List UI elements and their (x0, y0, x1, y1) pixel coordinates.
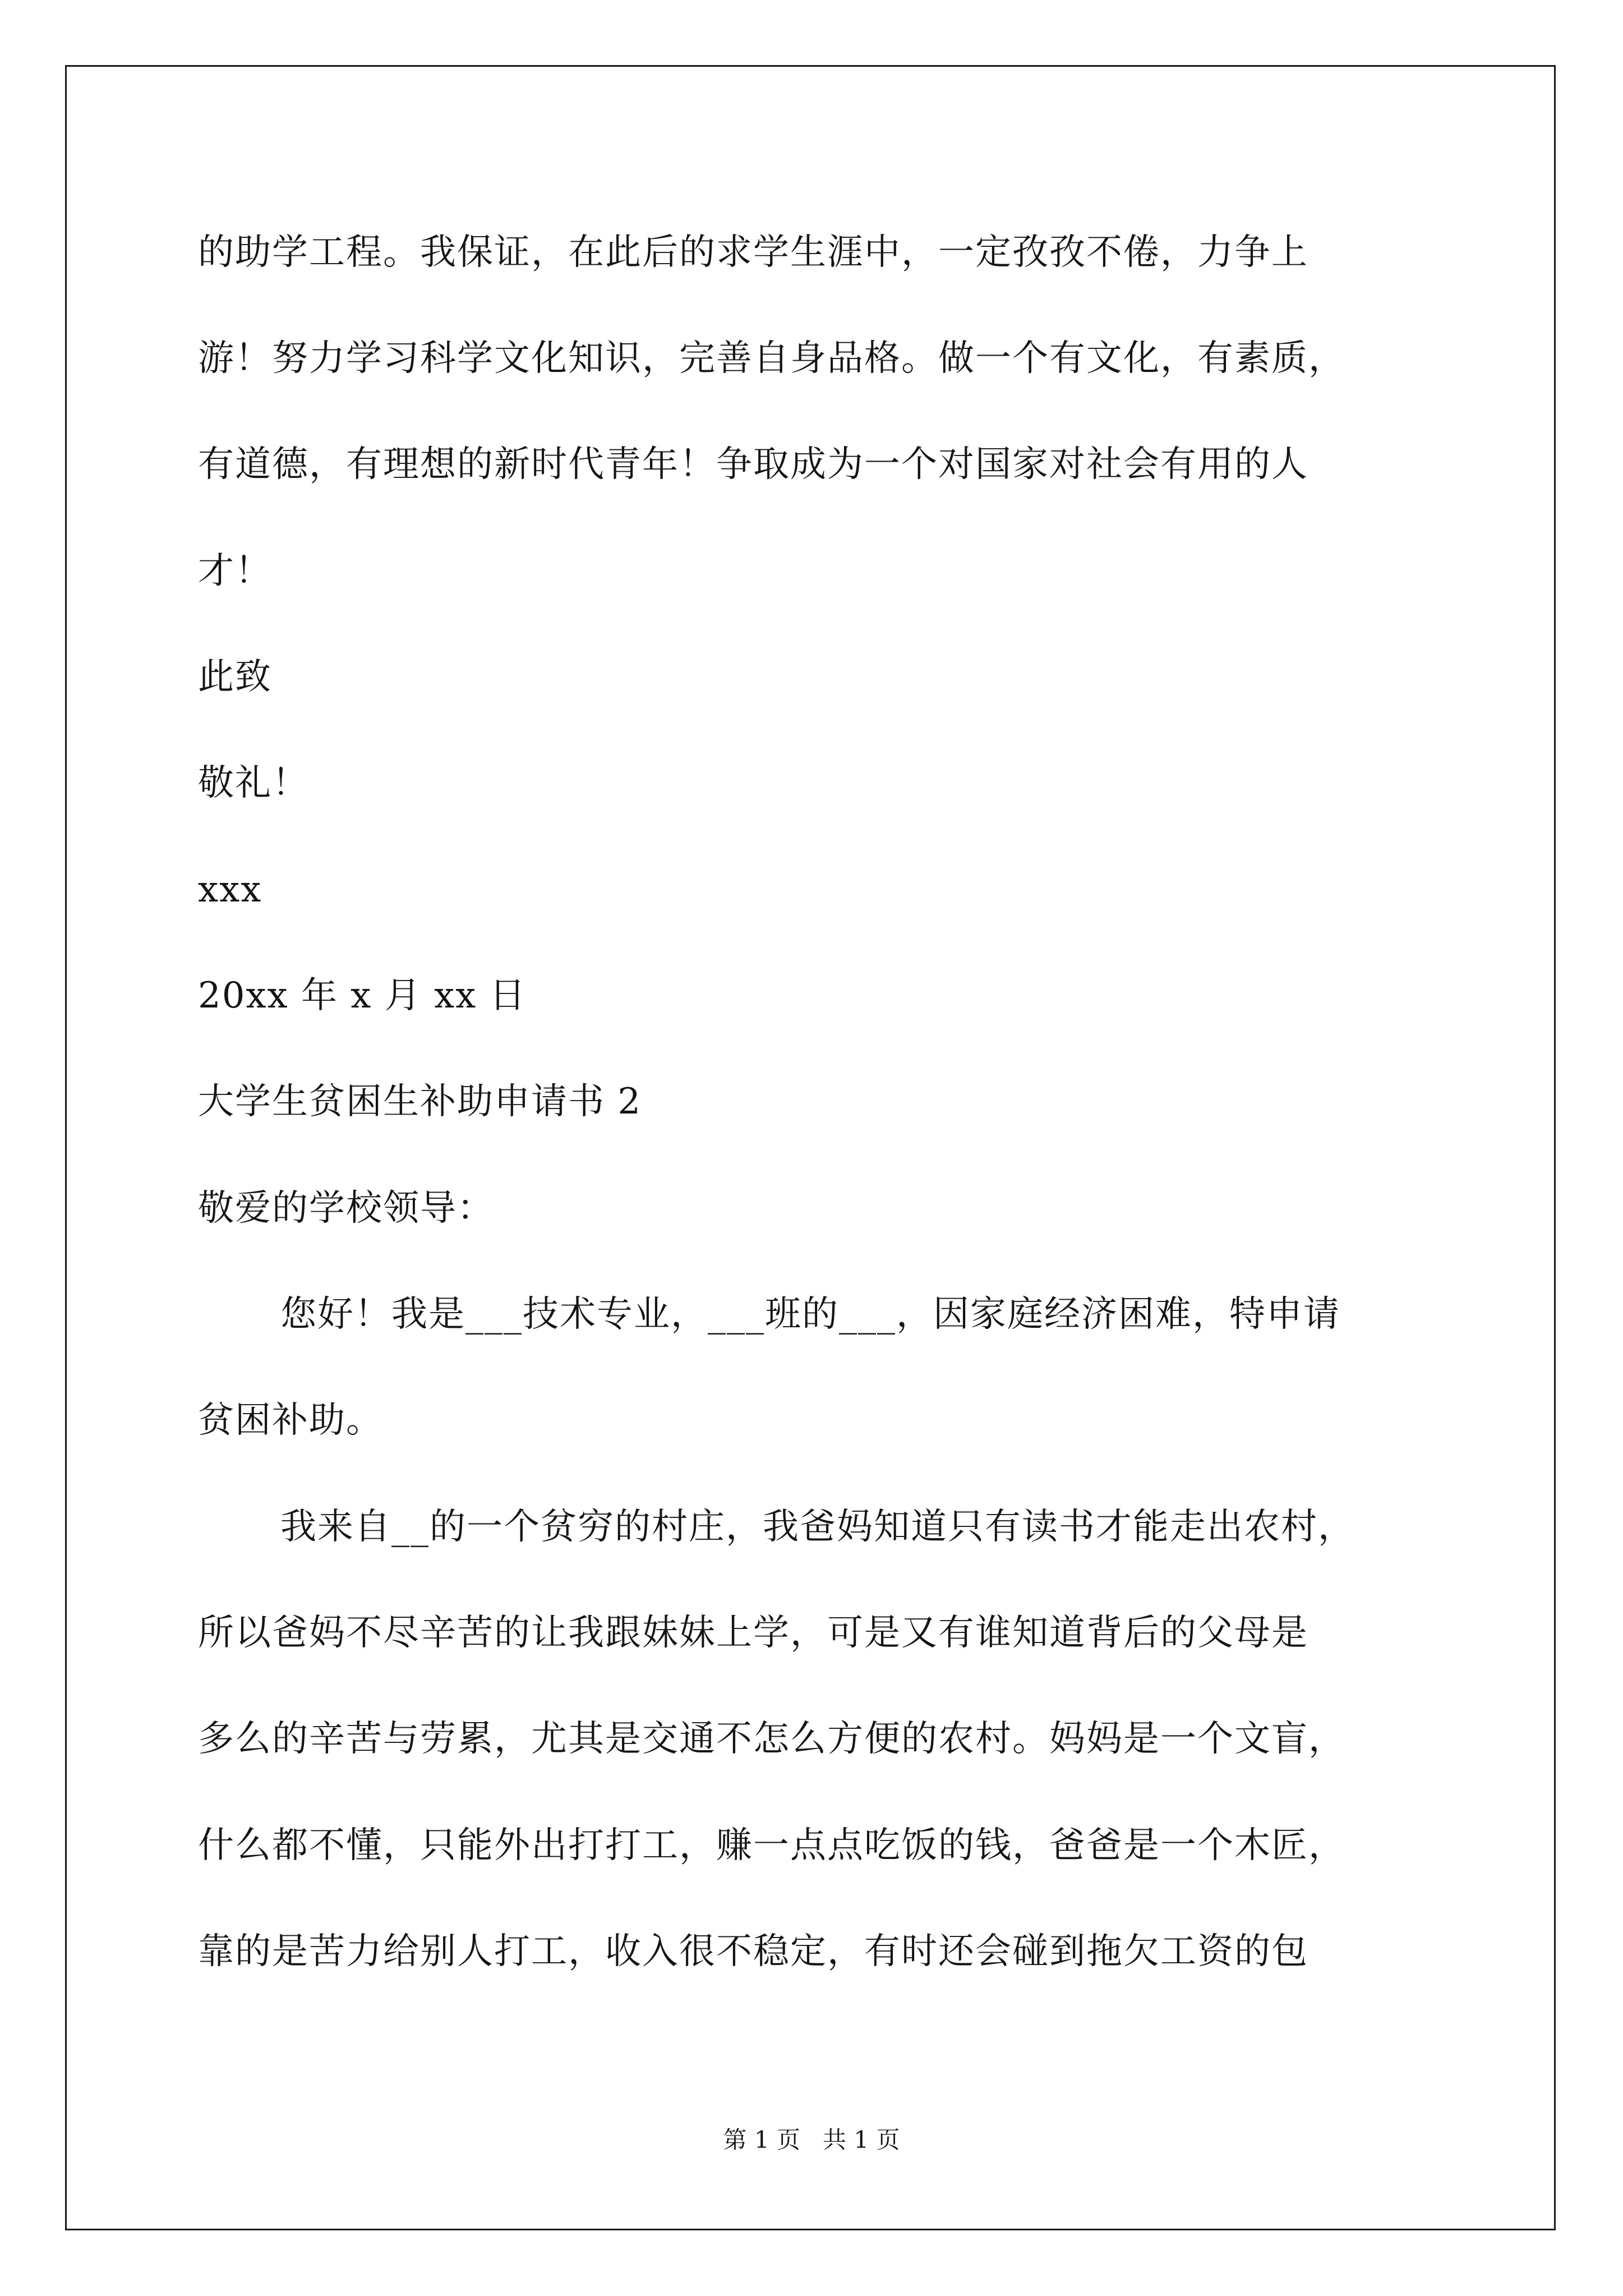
text-line: 游！努力学习科学文化知识，完善自身品格。做一个有文化，有素质， (198, 338, 1345, 379)
text-line: 什么都不懂，只能外出打打工，赚一点点吃饭的钱，爸爸是一个木匠， (198, 1825, 1345, 1866)
page-number-footer: 第 1 页 共 1 页 (723, 2126, 900, 2154)
signature: xxx (198, 869, 262, 910)
page-border (65, 65, 1556, 2230)
text-line: 靠的是苦力给别人打工，收入很不稳定，有时还会碰到拖欠工资的包 (198, 1931, 1308, 1972)
text-line: 所以爸妈不尽辛苦的让我跟妹妹上学，可是又有谁知道背后的父母是 (198, 1612, 1308, 1654)
text-line: 有道德，有理想的新时代青年！争取成为一个对国家对社会有用的人 (198, 444, 1308, 485)
section-title: 大学生贫困生补助申请书 2 (198, 1081, 642, 1122)
paragraph-start: 您好！我是___技术专业，___班的___，因家庭经济困难，特申请 (280, 1294, 1340, 1335)
text-line: 多么的辛苦与劳累，尤其是交通不怎么方便的农村。妈妈是一个文盲， (198, 1718, 1345, 1760)
paragraph-start: 我来自__的一个贫穷的村庄，我爸妈知道只有读书才能走出农村， (280, 1506, 1355, 1548)
text-line: 贫困补助。 (198, 1400, 383, 1441)
closing-salute: 敬礼！ (198, 762, 309, 804)
closing-line: 此致 (198, 656, 272, 698)
text-line: 才！ (198, 550, 272, 592)
salutation: 敬爱的学校领导： (198, 1188, 494, 1229)
date-line: 20xx 年 x 月 xx 日 (198, 975, 527, 1016)
text-line: 的助学工程。我保证，在此后的求学生涯中，一定孜孜不倦，力争上 (198, 232, 1308, 273)
